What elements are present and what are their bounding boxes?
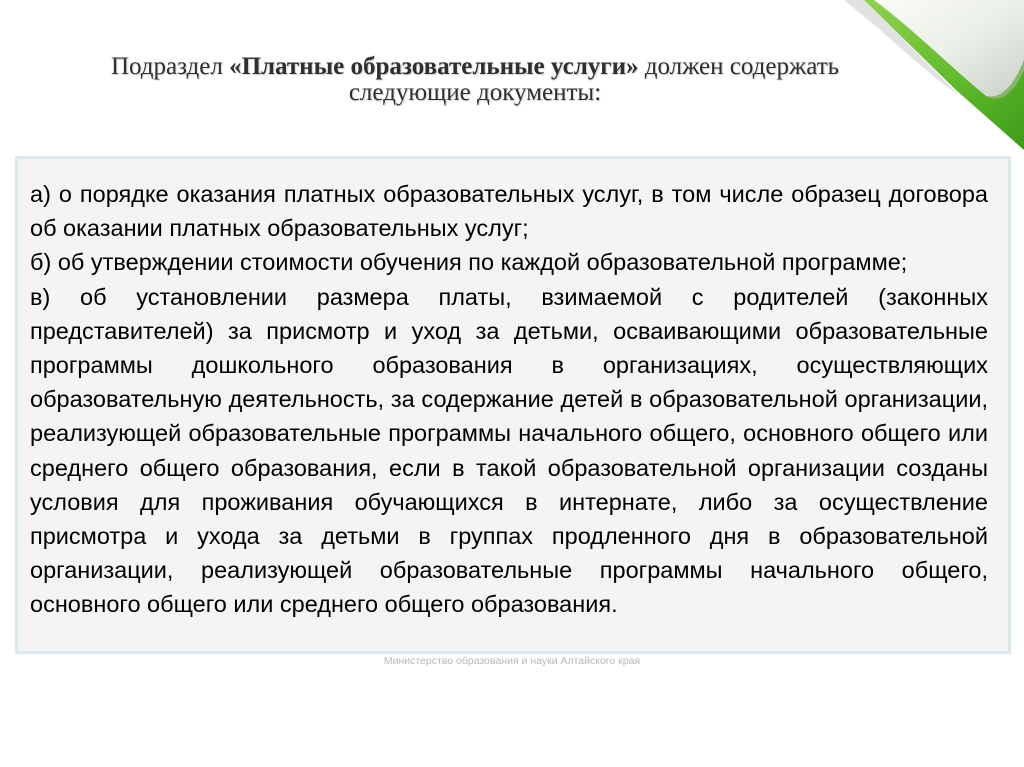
list-item-text: об утверждении стоимости обучения по каждой образовательной программе; — [57, 249, 908, 276]
slide-title — [50, 54, 900, 106]
title-bold-section: «Платные образовательные услуги» — [229, 53, 639, 80]
list-item-b — [30, 245, 988, 279]
title-line-2: следующие документы: — [348, 79, 602, 106]
documents-list-box — [15, 156, 1011, 654]
list-item-letter: в) — [30, 283, 51, 310]
documents-list — [30, 177, 988, 622]
title-prefix: Подраздел — [110, 53, 230, 80]
footer-ministry: Министерство образования и науки Алтайского края — [383, 655, 641, 667]
title-suffix: должен содержать — [638, 53, 840, 80]
list-item-v — [30, 280, 988, 622]
list-item-text: о порядке оказания платных образовательных услуг, в том числе образец договора об оказании платных образовательных услуг; — [30, 181, 988, 242]
list-item-letter: б) — [30, 249, 52, 276]
list-item-text: об установлении размера платы, взимаемой с родителей (законных представителей) за присмотр и уход за детьми, осваивающими образовательные программы дошкольного образования в организациях, осуществляющих образовательную деятельность, за содержание детей в образовательной организации, реализующей образовательные программы начального общего, основного общего или среднего общего образования, если в такой образовательной организации созданы условия для проживания обучающихся в интернате, либо за осуществление присмотра и ухода за детьми в группах продленного дня в образовательной организации, реализующей образовательные программы начального общего, основного общего или среднего общего образования. — [30, 283, 988, 618]
list-item-letter: а) — [30, 181, 51, 207]
list-item-a — [30, 177, 988, 245]
title-line-1 — [50, 54, 900, 80]
